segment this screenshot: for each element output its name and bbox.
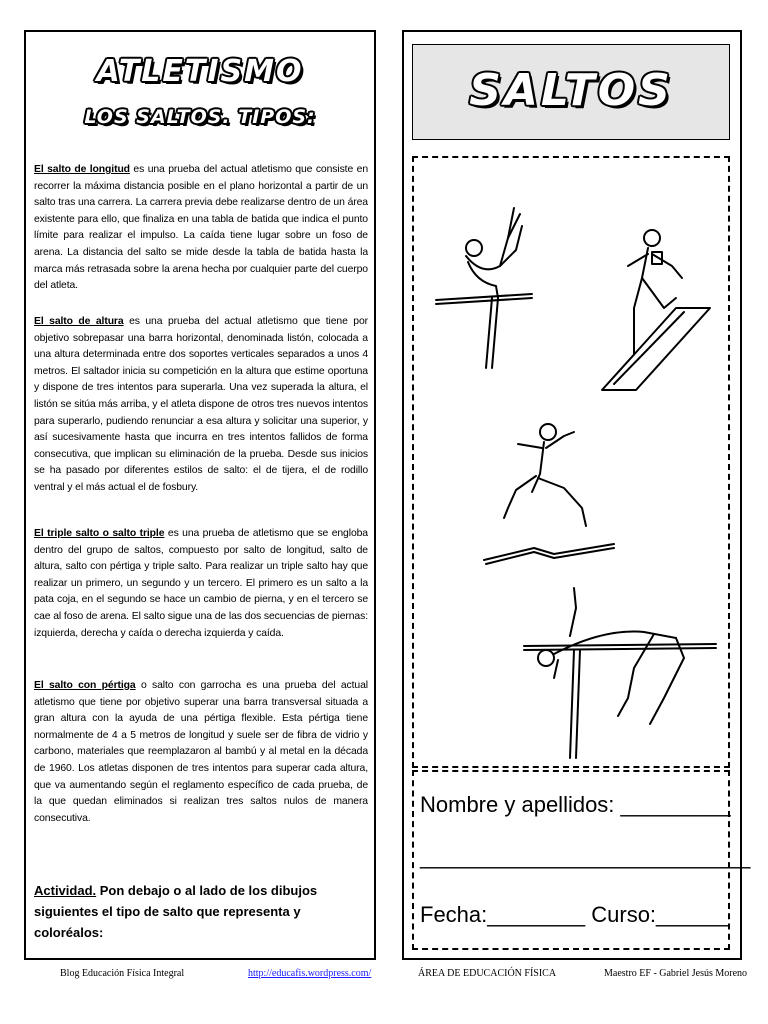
high-jump-drawing xyxy=(524,588,716,758)
footer-url[interactable]: http://educafis.wordpress.com/ xyxy=(248,968,372,979)
worksheet-panel xyxy=(402,30,751,960)
date-course-field[interactable]: Fecha:________ Curso:______ xyxy=(420,902,730,927)
activity-text: Pon debajo o al lado de los dibujos siguientes el tipo de salto que representa y coloréalos: xyxy=(34,883,318,940)
footer-area: ÁREA DE EDUCACIÓN FÍSICA xyxy=(418,968,557,979)
title-box xyxy=(412,44,730,140)
text-pole-vault: o salto con garrocha es una prueba del actual atletismo que tiene por objetivo superar una barra transversal situada a gran altura con la ayuda de una pértiga flexible. Esta pértiga tiene normalmente de 4 a 5 metros de longitud y suele ser de fibra de vidrio y carbono, materiales que reemplazaron al bambú y al metal en la década de 1960. Los atletas disponen de tres intentos para superar cada altura, que va aumentando según el reglamento específico de cada prueba, de la que quedan eliminados si realizan tres saltos nulos de manera consecutiva. xyxy=(34,680,368,824)
text-long-jump: es una prueba del actual atletismo que consiste en recorrer la máxima distancia posible en el plano horizontal a partir de un salto tras una carrera. La carrera previa debe realizarse dentro de un área existente para ello, que finaliza en una tabla de batida que indica el punto límite para realizar el impulso. La caída tiene lugar sobre un foso de arena. La distancia del salto se mide desde la tabla de batida hasta la marca más retrasada sobre la arena hecha por cualquier parte del cuerpo del atleta. xyxy=(34,164,368,292)
page-subtitle: LOS SALTOS. TIPOS: xyxy=(84,106,316,128)
term-long-jump: El salto de longitud xyxy=(34,164,130,175)
term-high-jump: El salto de altura xyxy=(34,316,124,327)
paragraph-high-jump xyxy=(34,314,368,497)
page-title: ATLETISMO xyxy=(96,54,304,89)
triple-jump-drawing xyxy=(484,424,614,564)
text-high-jump: es una prueba del actual atletismo que tiene por objetivo sobrepasar una barra horizontal, denominada listón, colocada a una altura determinada entre dos soportes verticales separados a unos 4 metros. El saltador inicia su competición en la altura que estime oportuna y dispone de tres intentos para superarla. Una vez superada la altura, el listón se sitúa más arriba, y el atleta dispone de otros tres nuevos intentos para superarlo, pudiendo renunciar a esa altura y solicitar una superior, y así sucesivamente hasta que incurra en tres intentos fallidos de forma consecutiva, que implican su eliminación de la prueba. Desde sus inicios se ha pasado por diferentes estilos de salto: el de tijera, el de rodillo ventral y el más actual el de fosbury. xyxy=(34,316,368,493)
pole-vault-drawing xyxy=(436,208,532,368)
text-triple-jump: es una prueba de atletismo que se engloba dentro del grupo de saltos, compuesto por salto de longitud, salto de altura, salto con pértiga y triple salto. Para realizar un triple salto hay que realizar un primero, un segundo y un tercero. El primero es un salto a la pata coja, en el segundo se hace un cambio de pierna, y en el tercero se cae al foso de arena. El salto sigue una de las dos secuencias de piernas: izquierda, derecha y caída o derecha izquierda y caída. xyxy=(34,528,368,639)
term-pole-vault: El salto con pértiga xyxy=(34,680,136,691)
term-triple-jump: El triple salto o salto triple xyxy=(34,528,165,539)
long-jump-drawing xyxy=(602,230,710,390)
name-field-continuation[interactable]: ___________________________ xyxy=(420,844,751,869)
paragraph-triple-jump xyxy=(34,526,368,642)
activity-instructions xyxy=(34,880,368,943)
footer-link[interactable] xyxy=(248,968,371,979)
paragraph-pole-vault xyxy=(34,678,368,827)
paragraph-long-jump xyxy=(34,162,368,295)
text-panel xyxy=(24,30,376,960)
activity-label: Actividad. xyxy=(34,883,97,898)
footer-blog: Blog Educación Física Integral xyxy=(60,968,185,979)
jump-drawings xyxy=(414,158,728,766)
worksheet-title: SALTOS xyxy=(469,65,673,116)
student-info-area xyxy=(412,770,751,950)
drawings-area xyxy=(412,156,730,768)
footer-teacher: Maestro EF - Gabriel Jesús Moreno xyxy=(604,968,748,979)
name-field[interactable]: Nombre y apellidos: _________ xyxy=(420,792,731,817)
